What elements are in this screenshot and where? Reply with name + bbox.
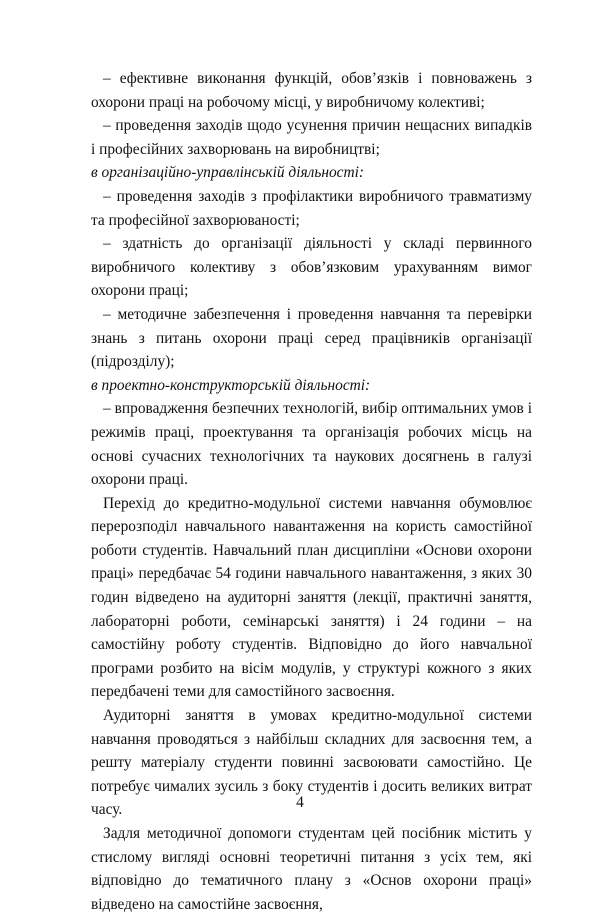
list-item: – проведення заходів з профілактики виробничого травматизму та професійної захворюваності;: [91, 187, 532, 229]
list-item: – проведення заходів щодо усунення причин нещасних випадків і професійних захворювань на виробництві;: [91, 117, 532, 158]
body-paragraph: Перехід до кредитно-модульної системи навчання обумовлює перерозподіл навчального навантаження на користь самостійної роботи студентів. Навчальний план дисципліни «Основи охорони праці» передбачає 54 години навчального навантаження, з яких 30 годин відведено на аудиторні заняття (лекції, практичні заняття, лабораторні роботи, семінарські заняття) і 24 години – на самостійну роботу студентів. Відповідно до його навчальної програми розбито на вісім модулів, у структурі кожного з яких передбачені теми для самостійного засвоєння.: [91, 494, 532, 701]
section-subheading: в проектно-конструкторській діяльності:: [91, 376, 371, 394]
list-item: – впровадження безпечних технологій, вибір оптимальних умов і режимів праці, проектування та організація робочих місць на основі сучасних технологічних та наукових досягнень в галузі охорони праці.: [91, 400, 532, 489]
list-item: – ефективне виконання функцій, обов’язків і повноважень з охорони праці на робочому місці, у виробничому колективі;: [91, 70, 532, 111]
section-subheading: в організаційно-управлінській діяльності:: [91, 164, 365, 182]
list-item: – здатність до організації діяльності у складі первинного виробничого колективу з обов’язковим урахуванням вимог охорони праці;: [91, 235, 532, 300]
body-paragraph: Задля методичної допомоги студентам цей посібник містить у стислому вигляді основні теоретичні питання з усіх тем, які відповідно до тематичного плану з «Основ охорони праці» відведено на самостійне засвоєння,: [91, 825, 532, 913]
list-item: – методичне забезпечення і проведення навчання та перевірки знань з питань охорони праці серед працівників організації (підрозділу);: [91, 305, 532, 371]
page-number: 4: [296, 794, 304, 811]
body-paragraph: Аудиторні заняття в умовах кредитно-модульної системи навчання проводяться з найбільш складних для засвоєння тем, а решту матеріалу студенти повинні засвоювати самостійно. Це потребує чималих зусиль з боку студентів і досить великих витрат часу.: [91, 707, 532, 819]
document-body: [91, 67, 532, 916]
